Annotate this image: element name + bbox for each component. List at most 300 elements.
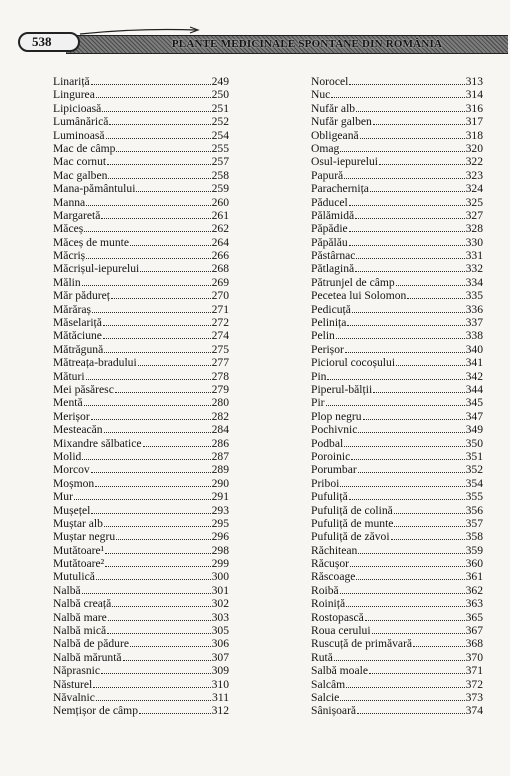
entry-name: Năprasnic (53, 664, 100, 678)
dot-leader (356, 570, 464, 580)
index-entry (311, 329, 483, 342)
index-entry (53, 544, 229, 557)
entry-name: Pedicuță (311, 302, 351, 316)
dot-leader (92, 303, 211, 313)
index-entry (53, 169, 229, 182)
entry-page: 305 (211, 624, 229, 638)
dot-leader (103, 316, 211, 326)
entry-page: 318 (465, 128, 483, 142)
dot-leader (373, 115, 465, 125)
entry-name: Osul-iepurelui (311, 155, 378, 169)
index-entry (311, 530, 483, 543)
entry-page: 322 (465, 155, 483, 169)
entry-name: Margaretă (53, 208, 101, 222)
entry-name: Nufăr alb (311, 101, 356, 115)
index-entry (311, 222, 483, 235)
entry-name: Mei păsăresc (53, 382, 114, 396)
index-entry (311, 704, 483, 717)
dot-leader (349, 196, 465, 206)
entry-name: Muștar alb (53, 516, 103, 530)
index-column-right (311, 75, 483, 718)
index-entry (53, 704, 229, 717)
index-entry (311, 584, 483, 597)
entry-page: 302 (211, 597, 229, 611)
dot-leader (96, 691, 211, 701)
index-entry (53, 490, 229, 503)
entry-page: 372 (465, 677, 483, 691)
entry-page: 317 (465, 115, 483, 129)
entry-name: Roua cerului (311, 624, 371, 638)
index-entry (311, 169, 483, 182)
index-entry (311, 383, 483, 396)
entry-name: Pufuliță de zăvoi (311, 530, 390, 544)
entry-page: 350 (465, 436, 483, 450)
entry-name: Mărăraș (53, 302, 91, 316)
index-entry (53, 75, 229, 88)
dot-leader (106, 129, 211, 139)
entry-page: 325 (465, 195, 483, 209)
entry-page: 342 (465, 369, 483, 383)
dot-leader (84, 396, 211, 406)
page-number: 538 (18, 32, 80, 52)
index-entry (53, 289, 229, 302)
dot-leader (108, 611, 211, 621)
entry-page: 368 (465, 637, 483, 651)
index-entry (311, 88, 483, 101)
index-entry (53, 276, 229, 289)
entry-name: Mușețel (53, 503, 91, 517)
dot-leader (365, 611, 465, 621)
entry-name: Nalbă mare (53, 610, 107, 624)
dot-leader (349, 222, 465, 232)
dot-leader (340, 584, 465, 594)
dot-leader (347, 316, 464, 326)
entry-page: 310 (211, 677, 229, 691)
dot-leader (350, 557, 465, 567)
dot-leader (373, 383, 464, 393)
entry-page: 306 (211, 637, 229, 651)
entry-name: Năvalnic (53, 690, 95, 704)
entry-name: Mac cornut (53, 155, 107, 169)
entry-page: 249 (211, 75, 229, 88)
entry-name: Sânișoară (311, 704, 357, 718)
index-entry (311, 262, 483, 275)
dot-leader (407, 289, 464, 299)
index-entry (311, 236, 483, 249)
index-entry (311, 463, 483, 476)
dot-leader (138, 356, 211, 366)
entry-page: 365 (465, 610, 483, 624)
entry-page: 360 (465, 557, 483, 571)
entry-page: 337 (465, 316, 483, 330)
dot-leader (136, 182, 210, 192)
entry-page: 286 (211, 436, 229, 450)
entry-page: 313 (465, 75, 483, 88)
entry-page: 331 (465, 249, 483, 263)
dot-leader (372, 624, 465, 634)
index-entry (311, 155, 483, 168)
index-entry (311, 303, 483, 316)
dot-leader (369, 664, 465, 674)
entry-name: Mixandre sălbatice (53, 436, 142, 450)
index-entry (311, 249, 483, 262)
entry-name: Mutătoare¹ (53, 543, 105, 557)
index-entry (53, 329, 229, 342)
entry-page: 357 (465, 516, 483, 530)
entry-page: 250 (211, 88, 229, 102)
entry-name: Mălin (53, 275, 81, 289)
entry-name: Măr pădureț (53, 289, 110, 303)
entry-name: Nalbă mică (53, 624, 107, 638)
index-entry (311, 477, 483, 490)
index-entry (53, 196, 229, 209)
index-entry (53, 236, 229, 249)
index-entry (311, 637, 483, 650)
entry-page: 361 (465, 570, 483, 584)
dot-leader (349, 75, 464, 85)
index-entry (311, 142, 483, 155)
entry-name: Rută (311, 650, 333, 664)
dot-leader (349, 236, 465, 246)
dot-leader (358, 544, 464, 554)
entry-name: Măceș de munte (53, 235, 129, 249)
dot-leader (86, 249, 210, 259)
entry-page: 338 (465, 329, 483, 343)
index-entry (311, 544, 483, 557)
entry-name: Nalbă (53, 583, 81, 597)
dot-leader (130, 236, 211, 246)
entry-name: Mutulică (53, 570, 95, 584)
entry-page: 314 (465, 88, 483, 102)
entry-name: Măceș (53, 222, 84, 236)
index-entry (311, 182, 483, 195)
dot-leader (340, 142, 464, 152)
entry-page: 323 (465, 168, 483, 182)
entry-name: Poroinic (311, 449, 351, 463)
entry-name: Nalbă măruntă (53, 650, 122, 664)
index-entry (53, 370, 229, 383)
dot-leader (105, 557, 210, 567)
dot-leader (396, 356, 465, 366)
entry-page: 371 (465, 664, 483, 678)
index-entry (53, 423, 229, 436)
dot-leader (86, 370, 211, 380)
entry-name: Pir (311, 396, 325, 410)
entry-page: 351 (465, 449, 483, 463)
dot-leader (103, 329, 211, 339)
index-entry (311, 356, 483, 369)
entry-name: Mac de câmp (53, 141, 116, 155)
entry-page: 359 (465, 543, 483, 557)
index-entry (53, 517, 229, 530)
dot-leader (360, 129, 465, 139)
dot-leader (91, 410, 211, 420)
entry-page: 352 (465, 463, 483, 477)
entry-page: 324 (465, 182, 483, 196)
dot-leader (394, 504, 465, 514)
dot-leader (394, 517, 464, 527)
entry-name: Pecetea lui Solomon (311, 289, 407, 303)
dot-leader (358, 423, 464, 433)
dot-leader (344, 169, 464, 179)
entry-page: 298 (211, 543, 229, 557)
dot-leader (396, 276, 465, 286)
index-entry (311, 651, 483, 664)
entry-page: 349 (465, 423, 483, 437)
dot-leader (91, 504, 210, 514)
entry-page: 284 (211, 423, 229, 437)
entry-name: Măselariță (53, 316, 102, 330)
entry-page: 290 (211, 476, 229, 490)
entry-page: 264 (211, 235, 229, 249)
entry-page: 303 (211, 610, 229, 624)
dot-leader (143, 437, 211, 447)
entry-page: 258 (211, 168, 229, 182)
entry-name: Ruscuță de primăvară (311, 637, 413, 651)
index-entry (311, 517, 483, 530)
dot-leader (82, 584, 211, 594)
dot-leader (104, 343, 210, 353)
entry-page: 363 (465, 597, 483, 611)
entry-page: 252 (211, 115, 229, 129)
entry-name: Lipicioasă (53, 101, 102, 115)
entry-page: 316 (465, 101, 483, 115)
entry-page: 274 (211, 329, 229, 343)
index-entry (53, 651, 229, 664)
entry-page: 355 (465, 490, 483, 504)
entry-page: 334 (465, 275, 483, 289)
entry-page: 312 (211, 704, 229, 718)
dot-leader (340, 477, 464, 487)
entry-name: Mentă (53, 396, 83, 410)
index-entry (53, 142, 229, 155)
dot-leader (379, 155, 465, 165)
entry-page: 330 (465, 235, 483, 249)
index-entry (53, 316, 229, 329)
entry-page: 275 (211, 342, 229, 356)
entry-page: 261 (211, 208, 229, 222)
header-banner (66, 35, 508, 54)
entry-name: Păducel (311, 195, 348, 209)
index-entry (311, 196, 483, 209)
dot-leader (326, 396, 465, 406)
entry-name: Salcâm (311, 677, 346, 691)
entry-name: Pufuliță de munte (311, 516, 394, 530)
entry-name: Păstârnac (311, 249, 356, 263)
dot-leader (102, 102, 210, 112)
entry-name: Nuc (311, 88, 331, 102)
entry-name: Pelin (311, 329, 335, 343)
entry-page: 277 (211, 356, 229, 370)
index-entry (311, 209, 483, 222)
index-entry (53, 584, 229, 597)
index-entry (311, 423, 483, 436)
index-entry (53, 129, 229, 142)
index-entry (53, 624, 229, 637)
dot-leader (352, 303, 465, 313)
index-entry (311, 691, 483, 704)
dot-leader (349, 490, 465, 500)
index-entry (311, 410, 483, 423)
index-entry (53, 450, 229, 463)
entry-name: Lumânărică (53, 115, 109, 129)
entry-page: 269 (211, 275, 229, 289)
dot-leader (107, 155, 210, 165)
dot-leader (108, 169, 210, 179)
index-entry (311, 370, 483, 383)
entry-name: Moșmon (53, 476, 95, 490)
index-entry (53, 383, 229, 396)
entry-page: 320 (465, 141, 483, 155)
index-entry (53, 410, 229, 423)
entry-page: 332 (465, 262, 483, 276)
dot-leader (82, 450, 210, 460)
index-entry (53, 222, 229, 235)
index-entry (53, 557, 229, 570)
index-entry (53, 637, 229, 650)
entry-name: Morcov (53, 463, 90, 477)
dot-leader (351, 450, 464, 460)
index-entry (311, 570, 483, 583)
entry-name: Păpădie (311, 222, 348, 236)
entry-page: 279 (211, 382, 229, 396)
index-entry (53, 691, 229, 704)
entry-name: Pelinița (311, 316, 347, 330)
entry-name: Mătrăgună (53, 342, 104, 356)
entry-name: Porumbar (311, 463, 357, 477)
entry-page: 354 (465, 476, 483, 490)
index-column-left (53, 75, 229, 718)
entry-page: 295 (211, 516, 229, 530)
entry-page: 260 (211, 195, 229, 209)
entry-page: 327 (465, 208, 483, 222)
index-entry (53, 597, 229, 610)
dot-leader (355, 209, 464, 219)
dot-leader (123, 651, 211, 661)
dot-leader (112, 597, 210, 607)
entry-name: Manna (53, 195, 86, 209)
dot-leader (327, 370, 464, 380)
entry-page: 344 (465, 382, 483, 396)
index-entry (311, 437, 483, 450)
entry-name: Pătlagină (311, 262, 355, 276)
entry-page: 282 (211, 409, 229, 423)
dot-leader (105, 544, 210, 554)
entry-page: 272 (211, 316, 229, 330)
entry-page: 341 (465, 356, 483, 370)
entry-name: Nufăr galben (311, 115, 372, 129)
entry-page: 291 (211, 490, 229, 504)
dot-leader (340, 691, 464, 701)
entry-page: 266 (211, 249, 229, 263)
entry-name: Omag (311, 141, 340, 155)
dot-leader (334, 651, 465, 661)
entry-name: Papură (311, 168, 344, 182)
entry-name: Piperul-bălții (311, 382, 373, 396)
entry-page: 278 (211, 369, 229, 383)
index-entry (311, 678, 483, 691)
entry-name: Mutătoare² (53, 557, 105, 571)
dot-leader (140, 262, 210, 272)
entry-name: Pălămidă (311, 208, 355, 222)
book-title: PLANTE MEDICINALE SPONTANE DIN ROMÂNIA (171, 38, 443, 50)
dot-leader (91, 463, 211, 473)
index-entry (311, 450, 483, 463)
index-entry (53, 249, 229, 262)
entry-page: 373 (465, 690, 483, 704)
entry-page: 358 (465, 530, 483, 544)
index-entry (53, 678, 229, 691)
entry-page: 356 (465, 503, 483, 517)
index-entry (311, 289, 483, 302)
index-entry (311, 664, 483, 677)
entry-name: Pochivnic (311, 423, 358, 437)
entry-name: Năsturel (53, 677, 93, 691)
entry-name: Parachernița (311, 182, 369, 196)
entry-name: Linariță (53, 75, 90, 88)
entry-name: Mana-pământului (53, 182, 136, 196)
entry-page: 299 (211, 557, 229, 571)
dot-leader (96, 88, 211, 98)
index-entry (53, 664, 229, 677)
dot-leader (109, 115, 210, 125)
entry-name: Nalbă creață (53, 597, 112, 611)
dot-leader (356, 249, 464, 259)
entry-name: Obligeană (311, 128, 359, 142)
entry-page: 370 (465, 650, 483, 664)
entry-name: Perișor (311, 342, 344, 356)
dot-leader (336, 329, 465, 339)
dot-leader (356, 102, 465, 112)
index-entry (311, 276, 483, 289)
entry-page: 262 (211, 222, 229, 236)
index-entry (311, 316, 483, 329)
index-entry (311, 611, 483, 624)
index-entry (311, 396, 483, 409)
entry-name: Mătăciune (53, 329, 102, 343)
dot-leader (96, 570, 211, 580)
dot-leader (104, 517, 211, 527)
dot-leader (93, 678, 210, 688)
index-entry (53, 396, 229, 409)
entry-page: 307 (211, 650, 229, 664)
entry-name: Mături (53, 369, 85, 383)
entry-name: Lingurea (53, 88, 95, 102)
entry-name: Roibă (311, 583, 339, 597)
index-entry (53, 182, 229, 195)
dot-leader (95, 477, 210, 487)
entry-name: Măcriș (53, 249, 86, 263)
entry-name: Mac galben (53, 168, 108, 182)
dot-leader (363, 410, 465, 420)
entry-name: Răchitean (311, 543, 358, 557)
entry-name: Pufuliță de colină (311, 503, 393, 517)
index-entry (311, 597, 483, 610)
entry-name: Măcrișul-iepurelui (53, 262, 140, 276)
index-entry (53, 570, 229, 583)
dot-leader (86, 196, 210, 206)
index-entry (53, 356, 229, 369)
dot-leader (331, 88, 464, 98)
entry-page: 309 (211, 664, 229, 678)
entry-page: 254 (211, 128, 229, 142)
entry-page: 300 (211, 570, 229, 584)
entry-name: Molid (53, 449, 82, 463)
entry-page: 293 (211, 503, 229, 517)
entry-name: Nemțișor de câmp (53, 704, 138, 718)
index-entry (311, 490, 483, 503)
index-entry (311, 102, 483, 115)
